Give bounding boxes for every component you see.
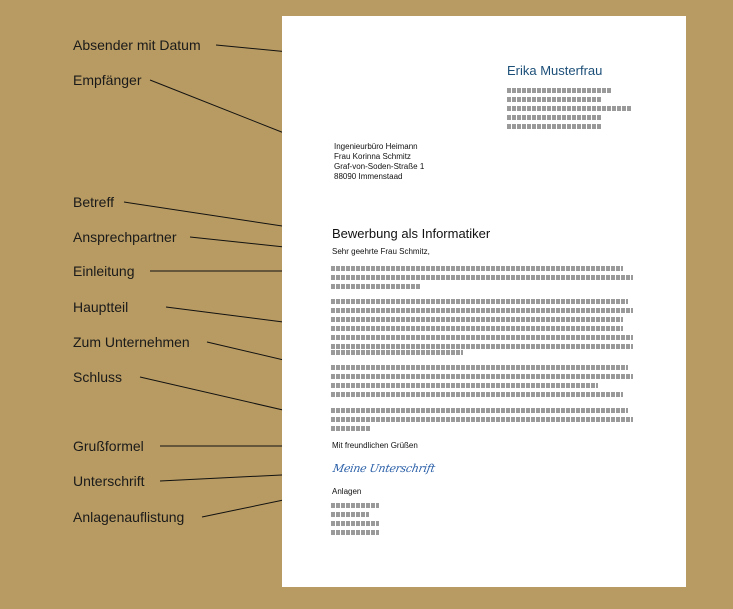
label-unternehmen: Zum Unternehmen xyxy=(73,334,190,350)
closing-text-placeholder xyxy=(331,417,633,422)
sender-address-placeholder xyxy=(507,106,631,111)
label-einleitung: Einleitung xyxy=(73,263,135,279)
attachment-placeholder xyxy=(331,521,379,526)
sender-address-placeholder xyxy=(507,115,601,120)
label-schluss: Schluss xyxy=(73,369,123,385)
closing-text-placeholder xyxy=(331,426,371,431)
closing-text-placeholder xyxy=(331,408,628,413)
label-ansprechpartner: Ansprechpartner xyxy=(73,229,177,245)
main-text-placeholder xyxy=(331,344,633,349)
attachment-placeholder xyxy=(331,503,379,508)
recipient-line-4: 88090 Immenstaad xyxy=(334,172,403,181)
salutation: Sehr geehrte Frau Schmitz, xyxy=(332,247,430,256)
sender-address-placeholder xyxy=(507,124,601,129)
closing-formula: Mit freundlichen Grüßen xyxy=(332,441,418,450)
label-hauptteil: Hauptteil xyxy=(73,299,129,315)
main-text-placeholder xyxy=(331,299,628,304)
sender-address-placeholder xyxy=(507,88,611,93)
label-absender: Absender mit Datum xyxy=(73,37,201,53)
subject-line: Bewerbung als Informatiker xyxy=(332,226,491,241)
company-text-placeholder xyxy=(331,374,633,379)
main-text-placeholder xyxy=(331,326,623,331)
label-anlagenauflistung: Anlagenauflistung xyxy=(73,509,185,525)
company-text-placeholder xyxy=(331,365,628,370)
sender-name: Erika Musterfrau xyxy=(507,63,603,78)
recipient-line-2: Frau Korinna Schmitz xyxy=(334,152,411,161)
recipient-line-1: Ingenieurbüro Heimann xyxy=(334,142,418,151)
label-betreff: Betreff xyxy=(73,194,114,210)
main-text-placeholder xyxy=(331,350,463,355)
attachment-placeholder xyxy=(331,530,379,535)
signature: Meine Unterschrift xyxy=(331,462,436,475)
intro-text-placeholder xyxy=(331,266,623,271)
sender-address-placeholder xyxy=(507,97,601,102)
main-text-placeholder xyxy=(331,308,633,313)
attachments-label: Anlagen xyxy=(332,487,362,496)
label-empfaenger: Empfänger xyxy=(73,72,142,88)
attachment-placeholder xyxy=(331,512,369,517)
main-text-placeholder xyxy=(331,317,623,322)
intro-text-placeholder xyxy=(331,284,421,289)
label-unterschrift: Unterschrift xyxy=(73,473,145,489)
main-text-placeholder xyxy=(331,335,633,340)
company-text-placeholder xyxy=(331,392,623,397)
company-text-placeholder xyxy=(331,383,598,388)
recipient-line-3: Graf-von-Soden-Straße 1 xyxy=(334,162,425,171)
label-grussformel: Grußformel xyxy=(73,438,144,454)
intro-text-placeholder xyxy=(331,275,633,280)
